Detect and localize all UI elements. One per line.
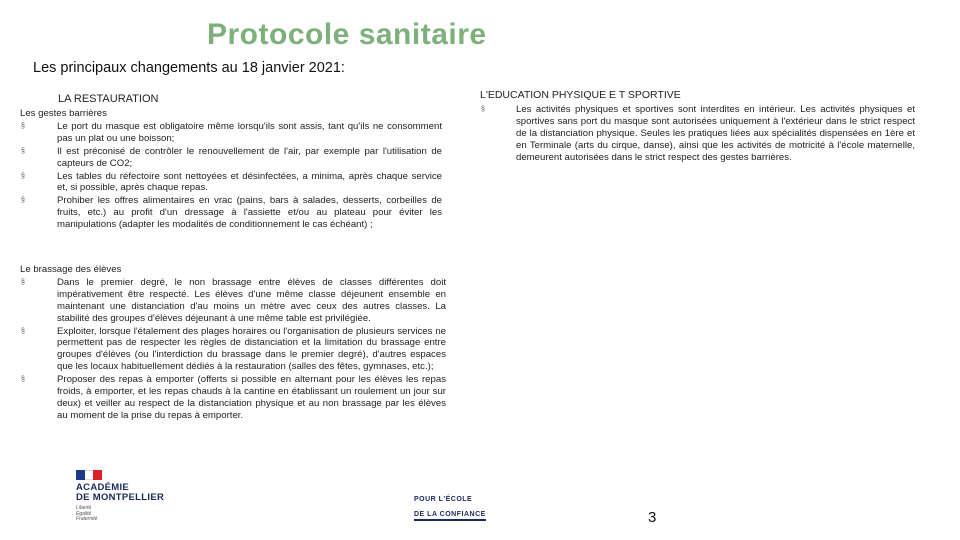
motto-egalite: Égalité [76,510,92,517]
gestes-item-text: Il est préconisé de contrôler le renouvellement de l'air, par exemple par l'utilisation de capteurs de CO2; [57,145,442,169]
gestes-item-text: Prohiber les offres alimentaires en vrac (pains, bars à salades, desserts, corbeilles de fruits, etc.) au profit d'un dressage à l'assiette et/ou au plateau pour éviter les manipulations (adapter les modalités de conditionnement le cas échéant) ; [57,195,442,231]
gestes-item-text: Les tables du réfectoire sont nettoyées et désinfectées, a minima, après chaque service et, si possible, après chaque repas. [57,170,442,194]
ecole-logo-line1: POUR L'ÉCOLE [414,496,473,503]
gestes-item [20,121,442,145]
motto-liberte: Liberté [76,505,92,511]
bullet-icon: § [21,278,25,286]
bullet-icon: § [21,122,25,130]
brassage-item [20,277,446,325]
page-title: Protocole sanitaire [207,18,487,51]
ecole-logo-line2: DE LA CONFIANCE [414,511,486,521]
brassage-item-text: Proposer des repas à emporter (offerts si possible en alternant pour les élèves les repas froids, à emporter, et les repas chauds à la cantine en établissant un roulement un jour sur deux) et veiller au respect de la distanciation physique et au non brassage par les élèves au moment de la prise du repas à emporter. [57,374,446,421]
brassage-item [20,374,446,422]
bullet-icon: § [21,197,25,205]
french-flag-icon [76,470,102,480]
eps-item [480,104,915,164]
eps-item-text: Les activités physiques et sportives sont interdites en intérieur. Les activités physiques et sportives sans port du masque sont autorisées uniquement à l'extérieur dans le strict respect de la distanciation physique. Seules les pratiques liées aux spécialités dispensées en 1ère et en Terminale (arts du cirque, danse), ainsi que les activités de motricité à l'école maternelle, demeurent autorisées dans le strict respect des gestes barrières. [516,104,915,163]
brassage-title: Le brassage des élèves [20,264,122,275]
academie-line1: ACADÉMIE [76,482,130,493]
gestes-item [20,195,442,231]
page-number: 3 [648,509,657,526]
motto-fraternite: Fraternité [76,516,98,522]
bullet-icon: § [21,327,25,335]
eps-list [480,104,915,164]
bullet-icon: § [21,376,25,384]
gestes-item [20,146,442,170]
gestes-barrieres-list [20,121,442,231]
brassage-item-text: Dans le premier degré, le non brassage entre élèves de classes différentes doit impérativement être respecté. Les élèves d'une même classe déjeunent ensemble en maintenant une distanciation d'au moins un mètre avec ceux des autres classes. La stabilité des groupes d'élèves déjeunant à une même table est privilégiée. [57,276,446,324]
bullet-icon: § [481,106,485,113]
republic-motto [76,506,196,523]
brassage-item-text: Exploiter, lorsque l'étalement des plages horaires ou l'organisation de plusieurs services ne permettent pas de respecter les règles de distanciation et la limitation du brassage entre groupes d'élèves (ou l'interdiction du brassage dans le premier degré), d'autres espaces que les locaux habituellement dédiés à la restauration (salles des fêtes, gymnases, etc.); [57,325,446,373]
gestes-item-text: Le port du masque est obligatoire même lorsqu'ils sont assis, tant qu'ils ne consomment pas un plat ou une boisson; [57,120,442,144]
brassage-list [20,277,446,422]
eps-heading: L'EDUCATION PHYSIQUE E T SPORTIVE [480,89,681,101]
page-subtitle: Les principaux changements au 18 janvier 2021: [33,60,345,76]
bullet-icon: § [21,147,25,155]
gestes-item [20,171,442,195]
academie-montpellier-logo [76,470,196,530]
academie-line2: DE MONTPELLIER [76,492,165,503]
academie-name [76,483,196,503]
restauration-heading: LA RESTAURATION [58,93,159,105]
ecole-confiance-logo [414,496,534,521]
brassage-item [20,326,446,374]
bullet-icon: § [21,172,25,180]
gestes-barrieres-section [20,108,442,232]
gestes-barrieres-title: Les gestes barrières [20,108,107,119]
brassage-section [20,264,446,423]
eps-section [480,104,915,165]
